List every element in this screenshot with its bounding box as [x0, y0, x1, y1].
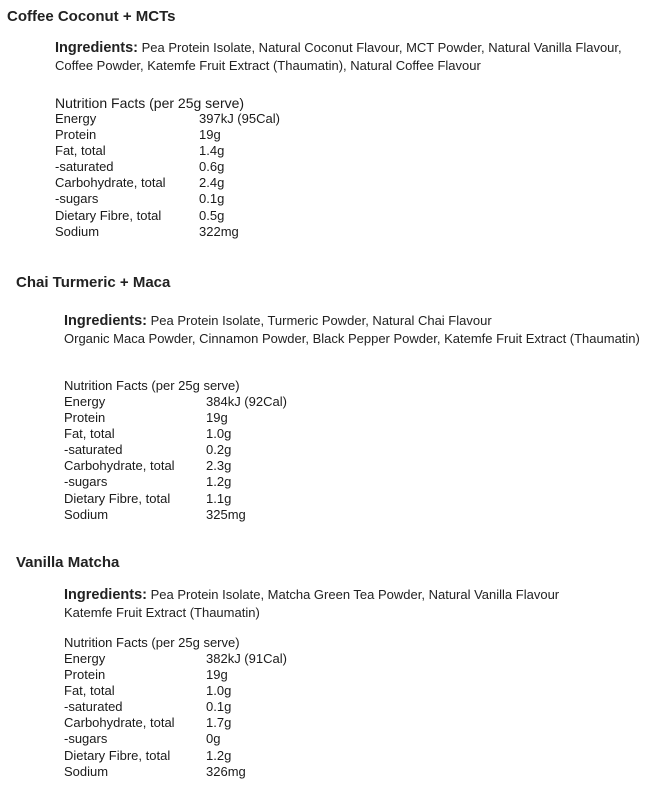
- nutrition-value: 0.1g: [199, 191, 225, 207]
- ingredients-label: Ingredients:: [64, 587, 147, 603]
- nutrition-label: -saturated: [64, 699, 123, 715]
- nutrition-value: 326mg: [206, 763, 246, 779]
- ingredients-label: Ingredients:: [55, 40, 138, 56]
- ingredients: [64, 312, 644, 347]
- nutrition-value: 2.4g: [199, 175, 225, 191]
- nutrition-value: 0g: [206, 731, 221, 747]
- ingredients-text-continued: Katemfe Fruit Extract (Thaumatin): [64, 605, 260, 620]
- nutrition-row: [64, 731, 287, 747]
- nutrition-row: [64, 426, 287, 442]
- nutrition-row: [64, 764, 287, 780]
- nutrition-value: 0.5g: [199, 207, 225, 223]
- nutrition-value: 19g: [199, 127, 221, 143]
- nutrition-label: Energy: [64, 394, 106, 409]
- nutrition-heading: Nutrition Facts (per 25g serve): [55, 95, 245, 111]
- nutrition-facts: [64, 378, 287, 523]
- ingredients: [55, 39, 645, 74]
- nutrition-row: [64, 699, 287, 715]
- nutrition-row: [55, 111, 280, 127]
- nutrition-facts: [55, 95, 280, 240]
- nutrition-label: Energy: [64, 651, 106, 666]
- product-title: Vanilla Matcha: [16, 554, 120, 571]
- nutrition-value: 2.3g: [206, 458, 232, 474]
- nutrition-row: [55, 224, 280, 240]
- nutrition-value: 19g: [206, 667, 228, 683]
- nutrition-label: Carbohydrate, total: [55, 175, 166, 191]
- nutrition-row: [55, 175, 280, 191]
- nutrition-row: [55, 208, 280, 224]
- nutrition-heading: Nutrition Facts (per 25g serve): [64, 635, 240, 650]
- nutrition-row: [55, 159, 280, 175]
- nutrition-row: [55, 127, 280, 143]
- nutrition-value: 382kJ (91Cal): [206, 651, 287, 666]
- nutrition-heading: Nutrition Facts (per 25g serve): [64, 378, 240, 393]
- nutrition-value: 384kJ (92Cal): [206, 394, 287, 409]
- nutrition-value: 325mg: [206, 506, 246, 522]
- nutrition-label: Protein: [64, 667, 106, 683]
- nutrition-label: Sodium: [64, 506, 109, 522]
- nutrition-row: [64, 394, 287, 410]
- nutrition-value: 1.4g: [199, 143, 225, 159]
- nutrition-label: Carbohydrate, total: [64, 458, 175, 474]
- nutrition-value: 1.0g: [206, 683, 232, 699]
- nutrition-row: [64, 715, 287, 731]
- nutrition-label: Fat, total: [64, 426, 115, 442]
- nutrition-label: Protein: [55, 127, 97, 143]
- nutrition-label: Carbohydrate, total: [64, 715, 175, 731]
- nutrition-value: 1.2g: [206, 747, 232, 763]
- nutrition-row: [64, 474, 287, 490]
- nutrition-row: [64, 748, 287, 764]
- nutrition-label: -sugars: [64, 474, 108, 490]
- nutrition-label: -sugars: [64, 731, 108, 747]
- nutrition-row: [64, 507, 287, 523]
- nutrition-value: 1.1g: [206, 490, 232, 506]
- nutrition-label: Fat, total: [64, 683, 115, 699]
- nutrition-label: Fat, total: [55, 143, 106, 159]
- nutrition-row: [55, 191, 280, 207]
- product-title: Coffee Coconut + MCTs: [7, 8, 176, 25]
- nutrition-row: [64, 410, 287, 426]
- nutrition-label: Energy: [55, 111, 97, 126]
- nutrition-row: [55, 143, 280, 159]
- nutrition-row: [64, 683, 287, 699]
- nutrition-row: [64, 458, 287, 474]
- product-title: Chai Turmeric + Maca: [16, 274, 171, 291]
- nutrition-row: [64, 442, 287, 458]
- nutrition-label: -saturated: [64, 442, 123, 458]
- nutrition-label: Sodium: [55, 223, 100, 239]
- nutrition-value: 1.2g: [206, 474, 232, 490]
- nutrition-value: 322mg: [199, 223, 239, 239]
- ingredients-label: Ingredients:: [64, 313, 147, 329]
- nutrition-label: -sugars: [55, 191, 99, 207]
- nutrition-label: Dietary Fibre, total: [64, 490, 171, 506]
- nutrition-facts: [64, 635, 287, 780]
- nutrition-row: [64, 491, 287, 507]
- ingredients-text: Pea Protein Isolate, Natural Coconut Flavour, MCT Powder, Natural Vanilla Flavour, Coffee Powder, Katemfe Fruit Extract (Thaumatin), Natural Coffee Flavour: [55, 40, 622, 73]
- nutrition-label: Protein: [64, 410, 106, 426]
- ingredients-text-continued: Organic Maca Powder, Cinnamon Powder, Black Pepper Powder, Katemfe Fruit Extract (Thaumatin): [64, 331, 640, 346]
- nutrition-value: 397kJ (95Cal): [199, 111, 280, 126]
- nutrition-value: 1.7g: [206, 715, 232, 731]
- nutrition-label: Sodium: [64, 763, 109, 779]
- ingredients-text: Pea Protein Isolate, Turmeric Powder, Natural Chai Flavour: [150, 313, 492, 328]
- nutrition-label: Dietary Fibre, total: [64, 747, 171, 763]
- ingredients-text: Pea Protein Isolate, Matcha Green Tea Powder, Natural Vanilla Flavour: [150, 587, 560, 602]
- nutrition-value: 0.1g: [206, 699, 232, 715]
- ingredients: [64, 586, 644, 621]
- nutrition-value: 0.2g: [206, 442, 232, 458]
- nutrition-label: -saturated: [55, 159, 114, 175]
- nutrition-value: 0.6g: [199, 159, 225, 175]
- nutrition-row: [64, 651, 287, 667]
- nutrition-value: 19g: [206, 410, 228, 426]
- nutrition-label: Dietary Fibre, total: [55, 207, 162, 223]
- nutrition-row: [64, 667, 287, 683]
- nutrition-value: 1.0g: [206, 426, 232, 442]
